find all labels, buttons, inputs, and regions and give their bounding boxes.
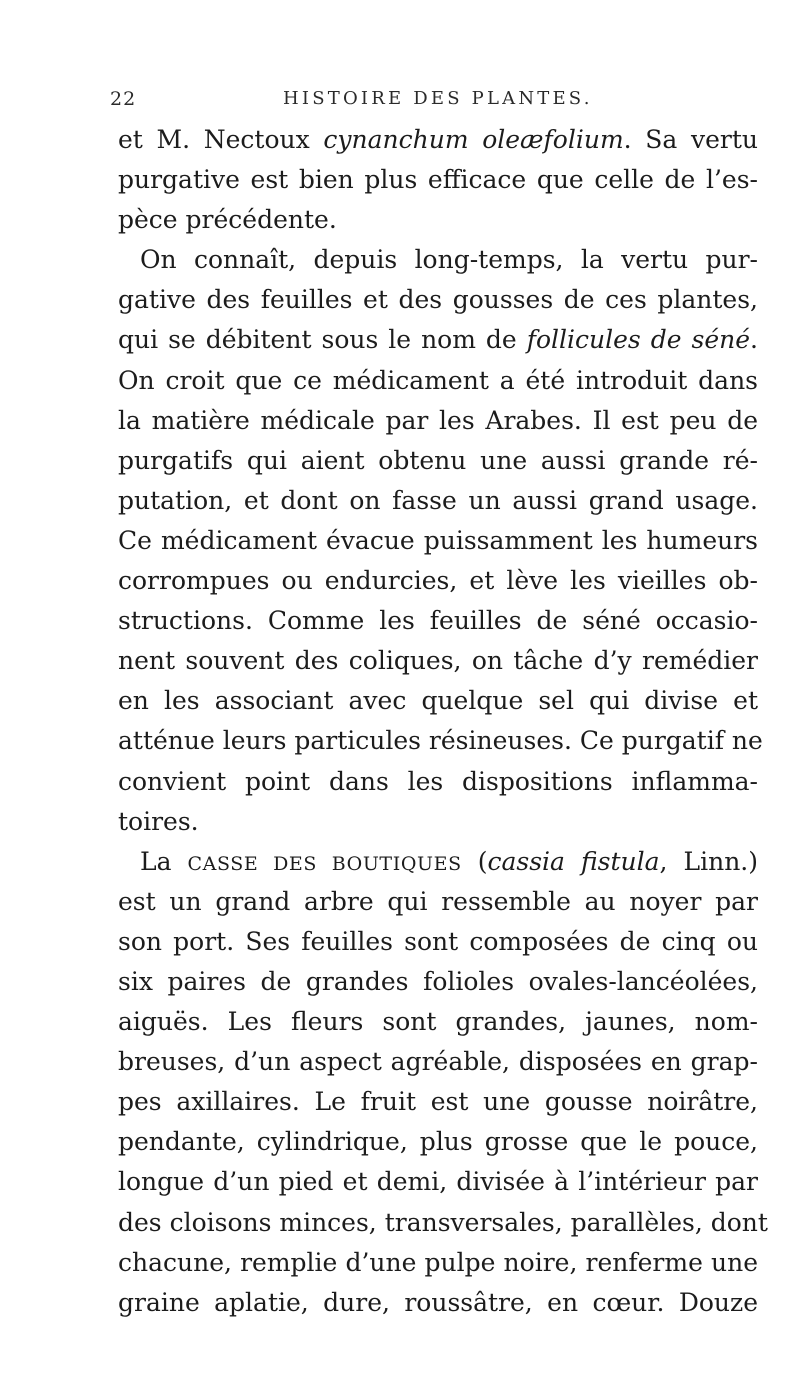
text-line: pendante, cylindrique, plus grosse que le pouce, [118, 1127, 758, 1157]
text-line: la matière médicale par les Arabes. Il est peu de [118, 405, 758, 435]
text-line: purgative est bien plus efficace que celle de l’es- [118, 165, 758, 195]
text-line: pes axillaires. Le fruit est une gousse noirâtre, [118, 1087, 758, 1117]
text-line: toires. [118, 806, 199, 836]
species-name: cynanchum oleæfolium [323, 125, 624, 154]
text-line [118, 842, 758, 882]
term-italic: follicules de séné [526, 325, 751, 355]
text-line: chacune, remplie d’une pulpe noire, renferme une [118, 1247, 758, 1277]
text-line: gative des feuilles et des gousses de ces plantes, [118, 285, 758, 315]
text-line: en les associant avec quelque sel qui divise et [118, 686, 758, 716]
text-line: On croit que ce médicament a été introduit dans [118, 365, 758, 395]
text-segment: , Linn.) [659, 846, 759, 876]
text-line: aiguës. Les fleurs sont grandes, jaunes, nom- [118, 1007, 758, 1037]
species-name: cassia fistula [487, 846, 660, 876]
text-line: breuses, d’un aspect agréable, disposées en grap- [118, 1047, 758, 1077]
page-number: 22 [110, 88, 137, 110]
text-segment: . Sa vertu [623, 125, 759, 154]
text-line: est un grand arbre qui ressemble au noyer par [118, 886, 758, 916]
text-segment: qui se débitent sous le nom de [118, 325, 527, 355]
text-line: six paires de grandes folioles ovales-lancéolées, [118, 966, 758, 996]
text-line: atténue leurs particules résineuses. Ce purgatif ne [118, 726, 763, 756]
text-line [118, 120, 758, 160]
species-heading: CASSE DES BOUTIQUES [187, 852, 462, 875]
text-line: Ce médicament évacue puissamment les humeurs [118, 525, 758, 555]
text-line: des cloisons minces, transversales, parallèles, dont [118, 1207, 768, 1237]
text-line: putation, et dont on fasse un aussi grand usage. [118, 485, 758, 515]
text-line: purgatifs qui aient obtenu une aussi grande ré- [118, 445, 758, 475]
text-line: On connaît, depuis long-temps, la vertu pur- [140, 245, 758, 275]
text-line [118, 320, 758, 360]
text-line: son port. Ses feuilles sont composées de cinq ou [118, 926, 758, 956]
text-line: convient point dans les dispositions inflamma- [118, 766, 758, 796]
text-segment: ( [461, 846, 488, 876]
text-segment: La [140, 846, 188, 876]
text-line: nent souvent des coliques, on tâche d’y remédier [118, 646, 758, 676]
page-header [110, 88, 610, 118]
text-line: graine aplatie, dure, roussâtre, en cœur. Douze [118, 1287, 758, 1317]
text-line: pèce précédente. [118, 205, 337, 235]
text-segment: . [750, 325, 758, 355]
text-line: longue d’un pied et demi, divisée à l’intérieur par [118, 1167, 758, 1197]
text-segment: et M. Nectoux [118, 125, 324, 154]
body-text [118, 120, 768, 1323]
text-line: corrompues ou endurcies, et lève les vieilles ob- [118, 566, 758, 596]
text-line: structions. Comme les feuilles de séné occasio- [118, 606, 758, 636]
running-title: HISTOIRE DES PLANTES. [283, 88, 593, 109]
